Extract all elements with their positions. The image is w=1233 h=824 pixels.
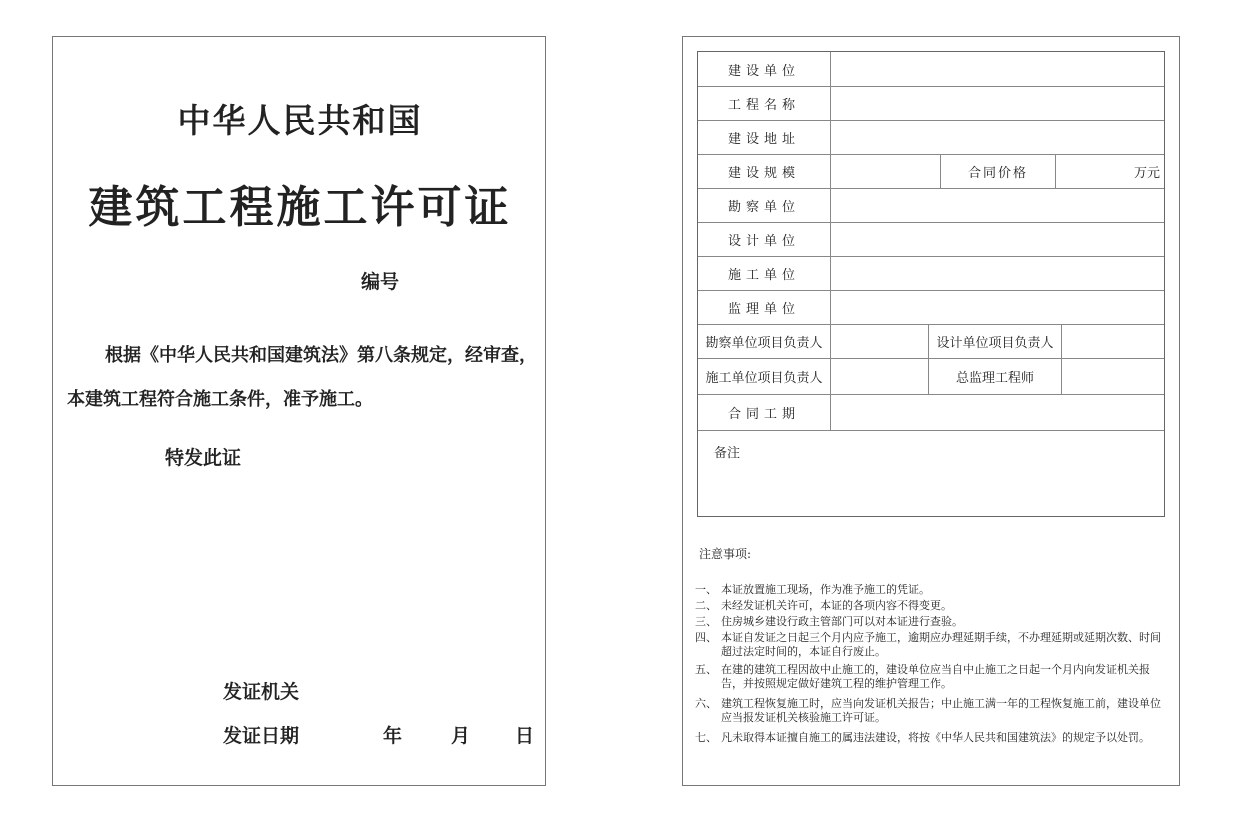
table-row	[698, 52, 1164, 87]
notice-item	[695, 583, 1171, 597]
table-row	[698, 290, 1164, 325]
construction-unit-value[interactable]	[831, 52, 1164, 86]
notice-number: 七、	[695, 731, 717, 744]
notice-item	[695, 599, 1171, 613]
project-name-label: 工程名称	[698, 86, 831, 120]
notice-item	[695, 697, 1171, 725]
supervision-unit-label: 监理单位	[698, 290, 831, 324]
design-pm-label: 设计单位项目负责人	[929, 324, 1062, 358]
country-heading: 中华人民共和国	[177, 101, 423, 140]
table-row	[698, 358, 1164, 395]
contract-price-unit: 万元	[1133, 165, 1160, 181]
survey-unit-label: 勘察单位	[698, 188, 831, 222]
survey-pm-label: 勘察单位项目负责人	[698, 324, 831, 358]
chief-supervisor-label: 总监理工程师	[929, 358, 1062, 394]
builder-unit-label: 施工单位	[698, 256, 831, 290]
notice-item	[695, 615, 1171, 629]
notice-text: 本证放置施工现场，作为准予施工的凭证。	[721, 583, 930, 596]
remarks-label: 备注	[714, 446, 741, 461]
notice-number: 三、	[695, 615, 717, 628]
table-row	[698, 324, 1164, 359]
notice-number: 四、	[695, 631, 717, 644]
notice-text: 建筑工程恢复施工时，应当向发证机关报告；中止施工满一年的工程恢复施工前，建设单位应当报发证机关核验施工许可证。	[721, 697, 1161, 724]
serial-number-label: 编号	[361, 271, 400, 293]
notice-text: 住房城乡建设行政主管部门可以对本证进行查验。	[721, 615, 963, 628]
contract-price-label: 合同价格	[941, 154, 1056, 188]
survey-unit-value[interactable]	[831, 188, 1164, 222]
construction-address-label: 建设地址	[698, 120, 831, 154]
notice-number: 五、	[695, 663, 717, 676]
notice-text: 在建的建筑工程因故中止施工的，建设单位应当自中止施工之日起一个月内向发证机关报告，并按照规定做好建筑工程的维护管理工作。	[721, 663, 1150, 690]
notice-text: 凡未取得本证擅自施工的属违法建设，将按《中华人民共和国建筑法》的规定予以处罚。	[721, 731, 1150, 744]
contract-period-value[interactable]	[831, 394, 1164, 430]
table-row	[698, 120, 1164, 155]
table-row	[698, 256, 1164, 291]
certificate-front-page	[52, 36, 546, 786]
approval-text-line-1: 根据《中华人民共和国建筑法》第八条规定，经审查，	[105, 345, 537, 366]
notice-item	[695, 663, 1171, 691]
chief-supervisor-value[interactable]	[1062, 358, 1164, 394]
notice-number: 一、	[695, 583, 717, 596]
issuance-statement: 特发此证	[165, 447, 242, 469]
contract-period-label: 合同工期	[698, 394, 831, 430]
notice-item	[695, 631, 1171, 659]
project-name-value[interactable]	[831, 86, 1164, 120]
year-label: 年	[383, 725, 403, 747]
builder-unit-value[interactable]	[831, 256, 1164, 290]
design-pm-value[interactable]	[1062, 324, 1164, 358]
notices-title: 注意事项:	[699, 547, 752, 561]
certificate-title: 建筑工程施工许可证	[88, 182, 512, 233]
design-unit-value[interactable]	[831, 222, 1164, 256]
remarks-section[interactable]	[698, 430, 1164, 516]
construction-scale-label: 建设规模	[698, 154, 831, 188]
approval-text-line-2: 本建筑工程符合施工条件，准予施工。	[67, 389, 373, 410]
certificate-back-page	[682, 36, 1180, 786]
table-row	[698, 188, 1164, 223]
builder-pm-value[interactable]	[831, 358, 929, 394]
month-label: 月	[451, 725, 471, 747]
design-unit-label: 设计单位	[698, 222, 831, 256]
day-label: 日	[515, 725, 535, 747]
notice-text: 本证自发证之日起三个月内应予施工，逾期应办理延期手续，不办理延期或延期次数、时间超过法定时间的，本证自行废止。	[721, 631, 1161, 658]
notice-text: 未经发证机关许可，本证的各项内容不得变更。	[721, 599, 952, 612]
table-row	[698, 154, 1164, 189]
construction-unit-label: 建设单位	[698, 52, 831, 86]
notice-number: 六、	[695, 697, 717, 710]
permit-details-table	[697, 51, 1165, 517]
table-row	[698, 86, 1164, 121]
issue-date-label: 发证日期	[223, 725, 300, 747]
issuing-authority-label: 发证机关	[223, 681, 300, 703]
table-row	[698, 222, 1164, 257]
notice-item	[695, 731, 1171, 745]
table-row	[698, 394, 1164, 431]
builder-pm-label: 施工单位项目负责人	[698, 358, 831, 394]
construction-address-value[interactable]	[831, 120, 1164, 154]
notice-number: 二、	[695, 599, 717, 612]
survey-pm-value[interactable]	[831, 324, 929, 358]
supervision-unit-value[interactable]	[831, 290, 1164, 324]
construction-scale-value[interactable]	[831, 154, 941, 188]
